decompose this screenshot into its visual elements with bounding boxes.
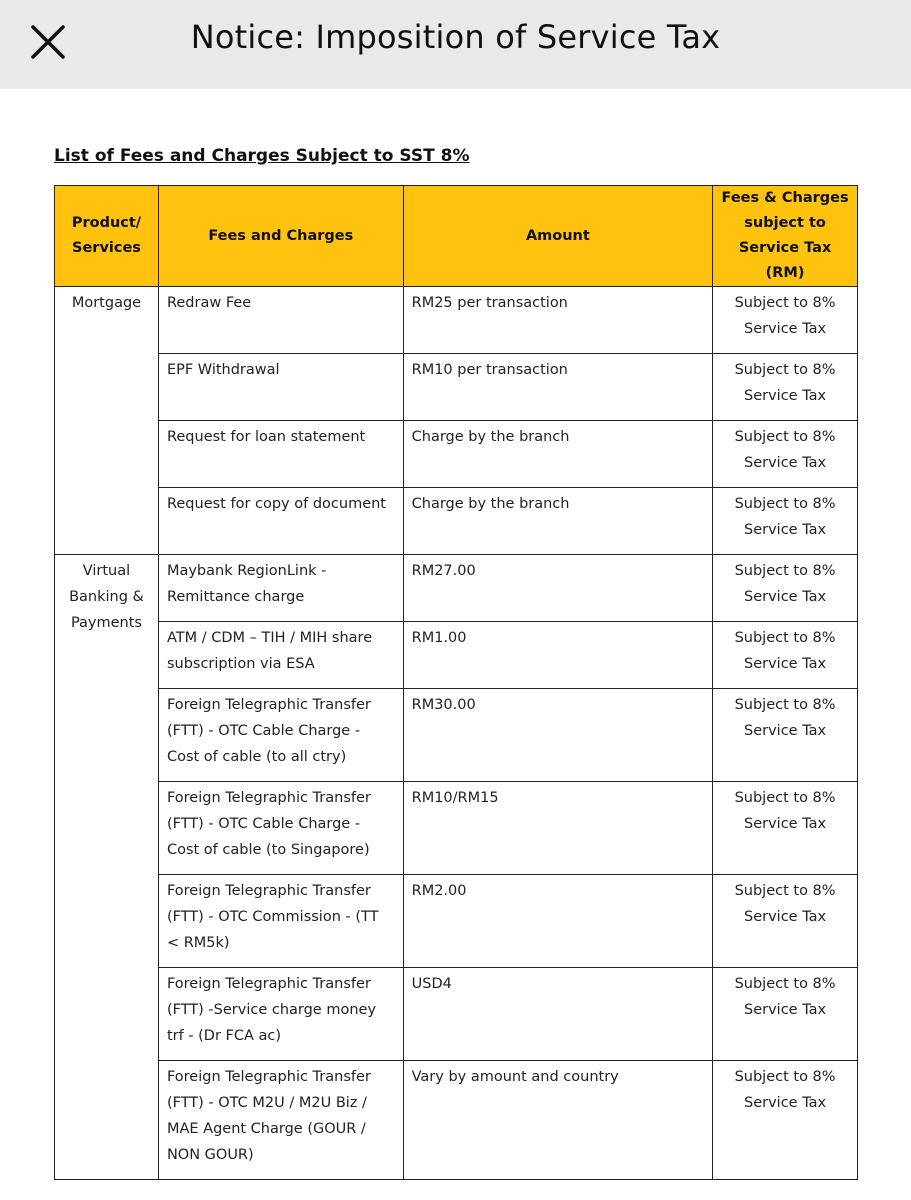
tax-cell: Subject to 8% Service Tax xyxy=(713,488,858,555)
fee-cell: Foreign Telegraphic Transfer (FTT) - OTC Cable Charge - Cost of cable (to all ctry) xyxy=(158,689,403,782)
tax-cell: Subject to 8% Service Tax xyxy=(713,968,858,1061)
column-header-amount: Amount xyxy=(403,186,713,287)
page-title: Notice: Imposition of Service Tax xyxy=(190,18,721,56)
amount-cell: RM10/RM15 xyxy=(403,782,713,875)
tax-cell: Subject to 8% Service Tax xyxy=(713,782,858,875)
table-header-row xyxy=(55,186,858,287)
tax-cell: Subject to 8% Service Tax xyxy=(713,875,858,968)
table-row xyxy=(55,1061,858,1180)
amount-cell: Charge by the branch xyxy=(403,488,713,555)
fee-cell: Foreign Telegraphic Transfer (FTT) -Service charge money trf - (Dr FCA ac) xyxy=(158,968,403,1061)
top-bar xyxy=(0,0,911,89)
fee-cell: ATM / CDM – TIH / MIH share subscription via ESA xyxy=(158,622,403,689)
table-row xyxy=(55,287,858,354)
table-row xyxy=(55,488,858,555)
amount-cell: USD4 xyxy=(403,968,713,1061)
column-header-product: Product/ Services xyxy=(55,186,159,287)
fee-cell: Redraw Fee xyxy=(158,287,403,354)
tax-cell: Subject to 8% Service Tax xyxy=(713,555,858,622)
table-row xyxy=(55,689,858,782)
table-row xyxy=(55,555,858,622)
table-row xyxy=(55,782,858,875)
amount-cell: RM1.00 xyxy=(403,622,713,689)
amount-cell: RM30.00 xyxy=(403,689,713,782)
table-row xyxy=(55,354,858,421)
tax-cell: Subject to 8% Service Tax xyxy=(713,354,858,421)
tax-cell: Subject to 8% Service Tax xyxy=(713,689,858,782)
product-cell: Mortgage xyxy=(55,287,159,555)
tax-cell: Subject to 8% Service Tax xyxy=(713,287,858,354)
fee-cell: Foreign Telegraphic Transfer (FTT) - OTC M2U / M2U Biz / MAE Agent Charge (GOUR / NON GOUR) xyxy=(158,1061,403,1180)
tax-cell: Subject to 8% Service Tax xyxy=(713,421,858,488)
table-row xyxy=(55,968,858,1061)
table-row xyxy=(55,622,858,689)
fee-cell: EPF Withdrawal xyxy=(158,354,403,421)
column-header-fees: Fees and Charges xyxy=(158,186,403,287)
amount-cell: RM27.00 xyxy=(403,555,713,622)
fee-cell: Foreign Telegraphic Transfer (FTT) - OTC Commission - (TT < RM5k) xyxy=(158,875,403,968)
fee-cell: Request for loan statement xyxy=(158,421,403,488)
tax-cell: Subject to 8% Service Tax xyxy=(713,622,858,689)
fee-cell: Request for copy of document xyxy=(158,488,403,555)
amount-cell: RM2.00 xyxy=(403,875,713,968)
amount-cell: RM25 per transaction xyxy=(403,287,713,354)
table-row xyxy=(55,421,858,488)
product-cell: Virtual Banking & Payments xyxy=(55,555,159,1180)
fee-cell: Foreign Telegraphic Transfer (FTT) - OTC Cable Charge - Cost of cable (to Singapore) xyxy=(158,782,403,875)
amount-cell: RM10 per transaction xyxy=(403,354,713,421)
fee-cell: Maybank RegionLink - Remittance charge xyxy=(158,555,403,622)
table-row xyxy=(55,875,858,968)
fees-table xyxy=(54,185,858,1180)
amount-cell: Charge by the branch xyxy=(403,421,713,488)
section-title: List of Fees and Charges Subject to SST 8% xyxy=(54,146,470,166)
amount-cell: Vary by amount and country xyxy=(403,1061,713,1180)
tax-cell: Subject to 8% Service Tax xyxy=(713,1061,858,1180)
column-header-tax: Fees & Charges subject to Service Tax (RM) xyxy=(713,186,858,287)
